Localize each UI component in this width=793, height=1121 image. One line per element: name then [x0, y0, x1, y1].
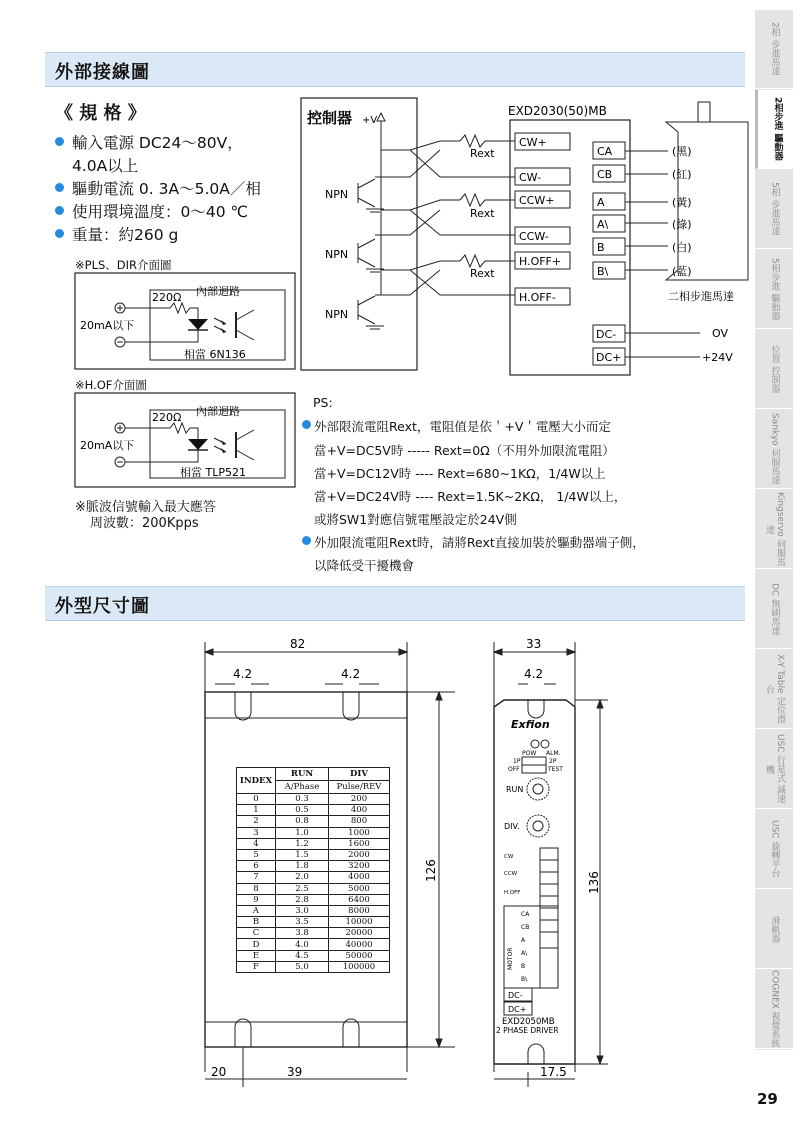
table-cell: 1.5 [276, 849, 329, 860]
bullet-dot-icon [55, 183, 64, 192]
output-cb: CB [597, 168, 613, 181]
table-row [237, 928, 390, 939]
dim-front-slot-left: 4.2 [233, 667, 253, 681]
input-hoff-plus: H.OFF+ [519, 255, 562, 268]
table-cell: D [237, 939, 276, 950]
dim-side-height: 136 [587, 871, 601, 894]
dimension-section-header [45, 586, 745, 621]
bullet-dot-icon [302, 536, 311, 545]
input-hoff-minus: H.OFF- [519, 291, 556, 304]
spec-bullet-temperature: 使用環境溫度：0～40 ℃ [55, 200, 248, 222]
dim-front-height: 126 [424, 859, 438, 882]
output-b-bar: B\ [597, 265, 609, 278]
table-cell: 1 [237, 805, 276, 816]
wiring-diagram [300, 95, 755, 380]
table-cell: B [237, 917, 276, 928]
table-cell: 0.8 [276, 816, 329, 827]
ps-line-5: 或將SW1對應信號電壓設定於24V側 [314, 512, 517, 527]
hof-current-label: 20mA以下 [80, 439, 135, 452]
table-cell: 0.3 [276, 794, 329, 805]
panel-terminal-cb: CB [521, 924, 530, 931]
hof-equivalent-label: 相當 TLP521 [180, 466, 246, 479]
power-dc-minus: DC- [596, 328, 617, 341]
table-cell: 800 [329, 816, 390, 827]
panel-hoff-label: H.OFF [504, 890, 521, 896]
side-tab-2phase-driver[interactable]: 2相步進 驅動器 [755, 90, 793, 169]
panel-terminal-b-bar: B\ [521, 976, 528, 983]
table-subheader-run: A/Phase [276, 781, 329, 794]
table-cell: 5 [237, 849, 276, 860]
input-ccw-plus: CCW+ [519, 194, 555, 207]
table-cell: 4 [237, 838, 276, 849]
table-cell: 4.5 [276, 950, 329, 961]
input-ccw-minus: CCW- [519, 230, 549, 243]
wiring-section-header [45, 52, 745, 87]
pls-current-label: 20mA以下 [80, 319, 135, 332]
side-tab-dc-brushless[interactable]: DC 無刷馬達 [755, 570, 793, 649]
npn-label-2: NPN [325, 248, 349, 261]
spec-bullet-power: 輸入電源 DC24～80V， [55, 131, 243, 153]
table-cell: 50000 [329, 950, 390, 961]
output-b: B [597, 241, 605, 254]
side-tab-sankyo[interactable]: Sankyo 伺服馬達 [755, 410, 793, 489]
table-header-index: INDEX [237, 768, 276, 794]
wire-color-green: (綠) [672, 218, 692, 231]
table-cell: 4.0 [276, 939, 329, 950]
rext-label-3: Rext [470, 267, 495, 280]
ps-line-6: 外加限流電阻Rext時，請將Rext直接加裝於驅動器端子側， [302, 533, 645, 551]
side-tab-5phase-motor[interactable]: 5相 步進馬達 [755, 170, 793, 249]
dimension-section-title: 外型尺寸圖 [55, 596, 150, 617]
table-cell: 1.2 [276, 838, 329, 849]
panel-alm-label: ALM. [546, 750, 561, 757]
spec-title: 《 規 格 》 [55, 103, 146, 124]
panel-test-label: TEST [548, 766, 563, 773]
hof-diagram-caption: ※H.OF介面圖 [75, 378, 147, 392]
table-row [237, 794, 390, 805]
vplus-label: +V [362, 115, 378, 126]
table-row [237, 905, 390, 916]
table-row [237, 872, 390, 883]
hof-interface-diagram [74, 392, 296, 488]
table-cell: 400 [329, 805, 390, 816]
bullet-dot-icon [55, 137, 64, 146]
wire-color-black: (黑) [672, 145, 692, 158]
table-row [237, 917, 390, 928]
table-cell: 6400 [329, 894, 390, 905]
bullet-dot-icon [55, 206, 64, 215]
panel-pow-label: POW [522, 750, 537, 757]
table-cell: 7 [237, 872, 276, 883]
table-row [237, 883, 390, 894]
side-tab-usc-rotary[interactable]: USC 旋轉平台 [755, 810, 793, 889]
panel-run-label: RUN [506, 785, 524, 794]
driver-name-label: EXD2030(50)MB [508, 104, 607, 118]
power-value-24v: +24V [702, 351, 733, 364]
table-cell: C [237, 928, 276, 939]
panel-dc-minus: DC- [508, 991, 523, 1000]
spec-bullet-current: 驅動電流 0. 3A～5.0A／相 [55, 177, 261, 199]
table-cell: 10000 [329, 917, 390, 928]
bullet-dot-icon [302, 420, 311, 429]
table-row [237, 961, 390, 972]
dim-front-width: 82 [290, 637, 306, 651]
panel-div-label: DIV. [504, 822, 520, 831]
table-cell: 20000 [329, 928, 390, 939]
side-tab-5phase-driver[interactable]: 5相步進 驅動器 [755, 250, 793, 329]
table-cell: A [237, 905, 276, 916]
table-row [237, 849, 390, 860]
panel-model: EXD2050MB [502, 1017, 555, 1027]
table-cell: 6 [237, 861, 276, 872]
npn-label-1: NPN [325, 188, 349, 201]
pls-internal-label: 內部迴路 [196, 285, 240, 298]
panel-cw-label: CW [504, 854, 514, 860]
side-tab-bar [755, 10, 793, 1050]
table-cell: 3.0 [276, 905, 329, 916]
ps-line-7: 以降低受干擾機會 [314, 558, 415, 573]
output-a: A [597, 196, 605, 209]
table-cell: 3.5 [276, 917, 329, 928]
table-cell: 1000 [329, 827, 390, 838]
pls-interface-diagram [74, 272, 296, 370]
table-row [237, 827, 390, 838]
table-subheader-div: Pulse/REV [329, 781, 390, 794]
table-row [237, 950, 390, 961]
table-row [237, 939, 390, 950]
table-cell: 2.5 [276, 883, 329, 894]
ps-line-1: 外部限流電阻Rext，電阻值是依＇+V＇電壓大小而定 [302, 417, 611, 435]
output-ca: CA [597, 145, 613, 158]
table-header-run: RUN [276, 768, 329, 781]
side-dimension-drawing [478, 632, 618, 1092]
panel-2p-label: 2P [549, 758, 557, 765]
table-cell: 5000 [329, 883, 390, 894]
dim-side-width: 33 [526, 637, 542, 651]
table-cell: 2.0 [276, 872, 329, 883]
table-cell: 4000 [329, 872, 390, 883]
side-tab-usc-reducer[interactable]: USC 行星式 減速機 [755, 730, 793, 809]
dim-front-bottom-span: 39 [287, 1065, 303, 1079]
table-cell: 5.0 [276, 961, 329, 972]
power-value-0v: OV [712, 327, 728, 340]
side-tab-cognex[interactable]: COGNEX 視覺系統 [755, 970, 793, 1049]
table-cell: 2000 [329, 849, 390, 860]
table-row [237, 861, 390, 872]
side-tab-slide-rail[interactable]: 滑軌器 [755, 890, 793, 969]
pls-equivalent-label: 相當 6N136 [184, 348, 246, 361]
pulse-note-line1: ※脈波信號輸入最大應答 [75, 500, 216, 515]
dim-side-slot: 4.2 [524, 667, 544, 681]
output-a-bar: A\ [597, 218, 609, 231]
side-tab-xy-table[interactable]: X-Y Table 定位滑台 [755, 650, 793, 729]
table-cell: 0 [237, 794, 276, 805]
rext-label-2: Rext [470, 207, 495, 220]
wire-color-blue: (藍) [672, 265, 692, 278]
table-row [237, 838, 390, 849]
spec-bullet-power-cont: 4.0A以上 [72, 157, 139, 175]
panel-terminal-a-bar: A\ [521, 950, 528, 957]
dim-front-bottom-left: 20 [211, 1065, 227, 1079]
panel-motor-label: MOTOR [507, 947, 514, 970]
table-cell: E [237, 950, 276, 961]
table-row [237, 805, 390, 816]
panel-terminal-ca: CA [521, 911, 530, 918]
pulse-note-line2: 周波數：200Kpps [90, 516, 199, 531]
table-cell: F [237, 961, 276, 972]
hof-resistor-label: 220Ω [152, 411, 182, 424]
dim-front-slot-right: 4.2 [341, 667, 361, 681]
settings-table [236, 767, 390, 973]
panel-off-label: OFF [508, 766, 520, 773]
wire-color-white: (白) [672, 241, 692, 254]
table-cell: 2.8 [276, 894, 329, 905]
page-number: 29 [757, 1090, 778, 1108]
table-cell: 1.8 [276, 861, 329, 872]
panel-terminal-a: A [521, 937, 526, 944]
table-header-div: DIV [329, 768, 390, 781]
wire-color-red: (紅) [672, 168, 692, 181]
ps-line-3: 當+V=DC12V時 ---- Rext=680~1KΩ，1/4W以上 [314, 466, 606, 481]
panel-desc: 2 PHASE DRIVER [496, 1026, 559, 1035]
input-cw-minus: CW- [519, 171, 542, 184]
brand-logo: Exfion [511, 718, 550, 731]
side-tab-kingservo[interactable]: Kingservo 伺服馬達 [755, 490, 793, 569]
panel-ccw-label: CCW [504, 871, 518, 877]
table-cell: 2 [237, 816, 276, 827]
panel-dc-plus: DC+ [508, 1005, 527, 1014]
table-row [237, 894, 390, 905]
table-cell: 9 [237, 894, 276, 905]
bullet-dot-icon [55, 229, 64, 238]
panel-terminal-b: B [521, 963, 526, 970]
table-cell: 1.0 [276, 827, 329, 838]
dim-side-bottom: 17.5 [540, 1065, 567, 1079]
table-cell: 40000 [329, 939, 390, 950]
table-cell: 1600 [329, 838, 390, 849]
side-tab-2phase-motor[interactable]: 2相 步進馬達 [755, 10, 793, 89]
motor-label: 二相步進馬達 [668, 290, 734, 303]
controller-label: 控制器 [307, 109, 353, 127]
table-row [237, 816, 390, 827]
pls-diagram-caption: ※PLS、DIR介面圖 [75, 258, 172, 272]
pls-resistor-label: 220Ω [152, 291, 182, 304]
ps-title: PS: [313, 395, 333, 410]
wire-color-yellow: (黃) [672, 196, 692, 209]
table-cell: 8000 [329, 905, 390, 916]
ps-line-2: 當+V=DC5V時 ----- Rext=0Ω（不用外加限流電阻） [314, 443, 615, 458]
table-cell: 200 [329, 794, 390, 805]
table-cell: 3.8 [276, 928, 329, 939]
spec-bullet-weight: 重量：約260 g [55, 223, 178, 245]
input-cw-plus: CW+ [519, 136, 547, 149]
table-cell: 3200 [329, 861, 390, 872]
table-cell: 8 [237, 883, 276, 894]
table-cell: 100000 [329, 961, 390, 972]
panel-1p-label: 1P [513, 758, 521, 765]
rext-label-1: Rext [470, 147, 495, 160]
table-cell: 3 [237, 827, 276, 838]
table-cell: 0.5 [276, 805, 329, 816]
wiring-section-title: 外部接線圖 [55, 62, 150, 83]
npn-label-3: NPN [325, 308, 349, 321]
hof-internal-label: 內部迴路 [196, 405, 240, 418]
ps-line-4: 當+V=DC24V時 ---- Rext=1.5K~2KΩ， 1/4W以上， [314, 489, 627, 504]
power-dc-plus: DC+ [596, 351, 622, 364]
side-tab-position-controller[interactable]: 位置 控制器 [755, 330, 793, 409]
